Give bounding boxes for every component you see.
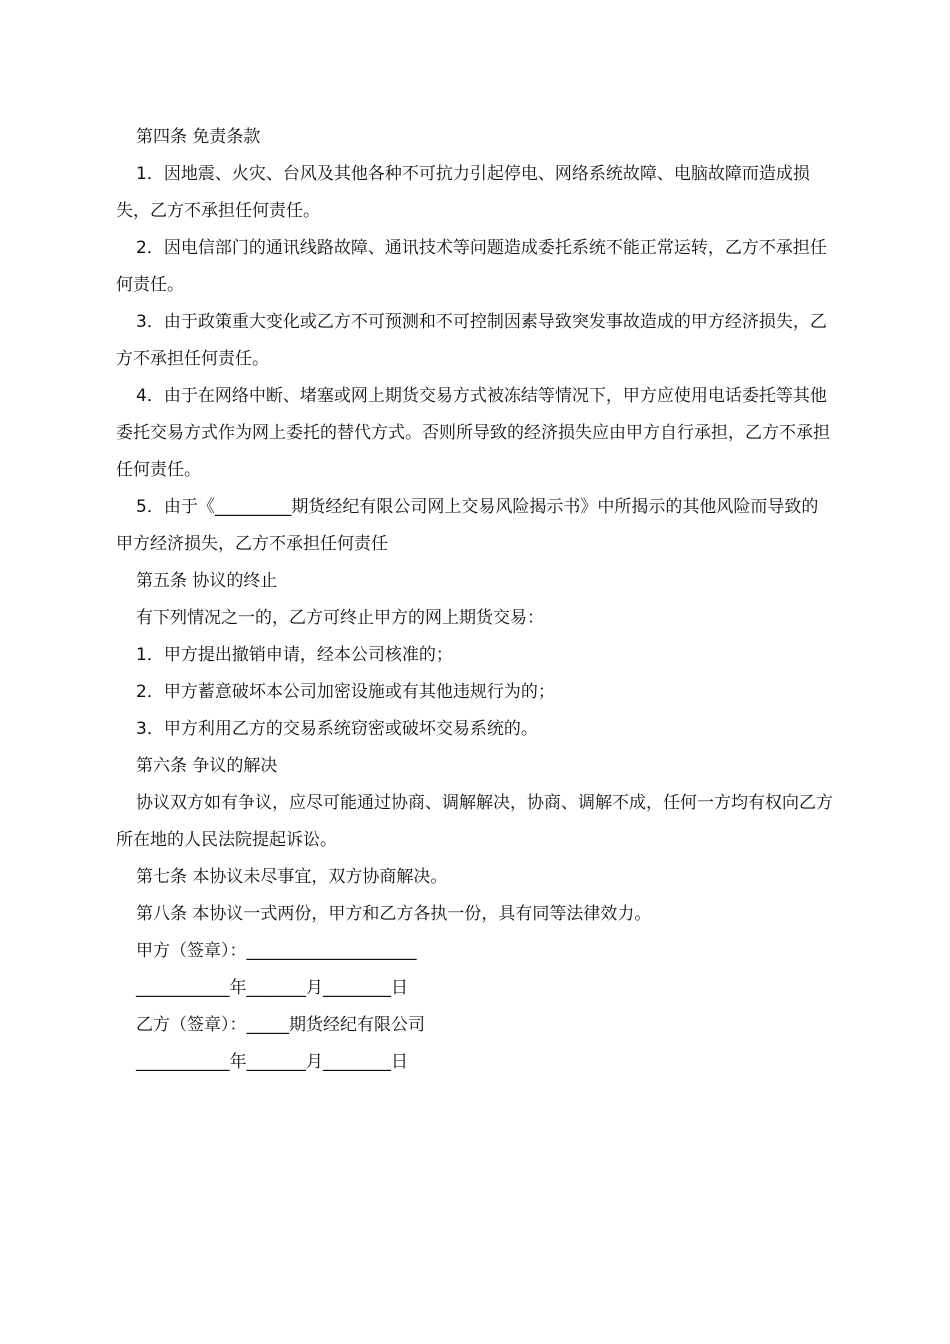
- document-body: [116, 119, 834, 1081]
- article-5-heading: 第五条 协议的终止: [136, 571, 278, 591]
- article-4-clause-5: 5．由于《_________期货经纪有限公司网上交易风险揭示书》中所揭示的其他风险而导致的甲方经济损失，乙方不承担任何责任: [116, 497, 819, 554]
- party-a-signature-line: 甲方（签章）：____________________: [136, 941, 417, 961]
- article-4-clause-4: 4．由于在网络中断、堵塞或网上期货交易方式被冻结等情况下，甲方应使用电话委托等其他委托交易方式作为网上委托的替代方式。否则所导致的经济损失应由甲方自行承担，乙方不承担任何责任。: [116, 386, 830, 480]
- article-8: 第八条 本协议一式两份，甲方和乙方各执一份，具有同等法律效力。: [136, 904, 652, 924]
- article-5-item-2: 2．甲方蓄意破坏本公司加密设施或有其他违规行为的；: [136, 682, 555, 702]
- article-6-heading: 第六条 争议的解决: [136, 756, 278, 776]
- article-4-heading: 第四条 免责条款: [136, 127, 261, 147]
- article-4-clause-3: 3．由于政策重大变化或乙方不可预测和不可控制因素导致突发事故造成的甲方经济损失，乙方不承担任何责任。: [116, 312, 827, 369]
- article-4-clause-2: 2．因电信部门的通讯线路故障、通讯技术等问题造成委托系统不能正常运转，乙方不承担任何责任。: [116, 238, 827, 295]
- party-b-date-line: ___________年_______月________日: [136, 1052, 408, 1072]
- article-4-clause-1: 1．因地震、火灾、台风及其他各种不可抗力引起停电、网络系统故障、电脑故障而造成损失，乙方不承担任何责任。: [116, 164, 810, 221]
- article-5-item-3: 3．甲方利用乙方的交易系统窃密或破坏交易系统的。: [136, 719, 538, 739]
- article-5-intro: 有下列情况之一的，乙方可终止甲方的网上期货交易：: [136, 608, 544, 628]
- article-5-item-1: 1．甲方提出撤销申请，经本公司核准的；: [136, 645, 453, 665]
- article-6-body: 协议双方如有争议，应尽可能通过协商、调解解决，协商、调解不成，任何一方均有权向乙方所在地的人民法院提起诉讼。: [116, 793, 833, 850]
- article-7: 第七条 本协议未尽事宜，双方协商解决。: [136, 867, 448, 887]
- party-b-signature-line: 乙方（签章）：_____期货经纪有限公司: [136, 1015, 425, 1035]
- party-a-date-line: ___________年_______月________日: [136, 978, 408, 998]
